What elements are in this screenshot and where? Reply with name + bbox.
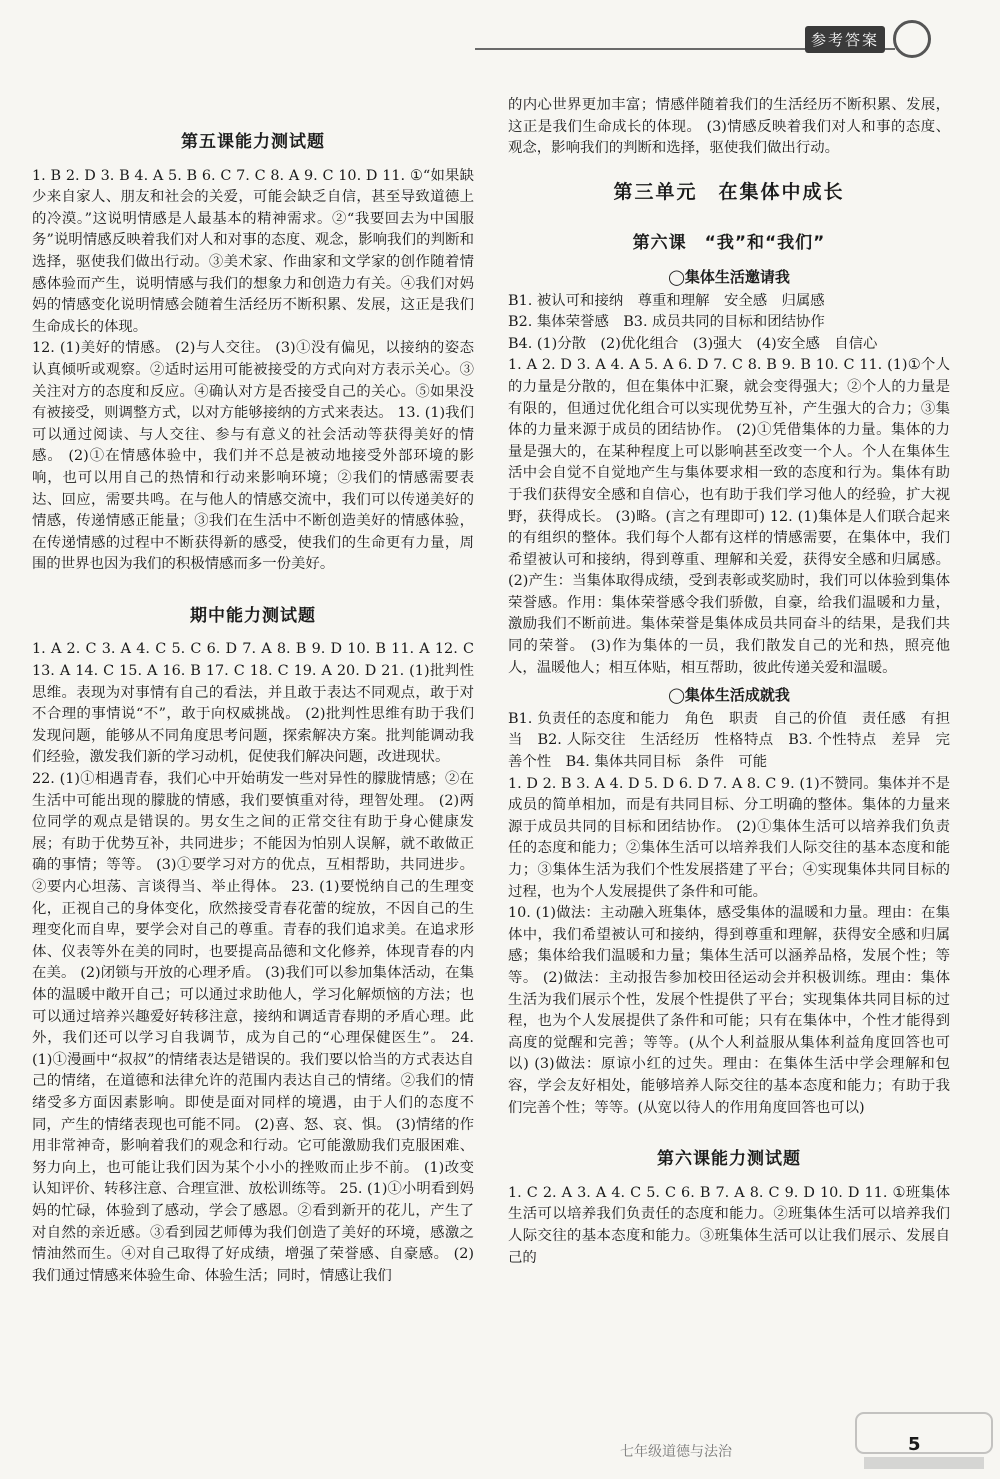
answer-paragraph: 10. (1)做法：主动融入班集体，感受集体的温暖和力量。理由：在集体中，我们希望被认可和接纳，得到尊重和理解，获得安全感和归属感；集体给我们温暖和力量；集体生活可以涵养品格，发展个性；等等。 (2)做法：主动报告参加校田径运动会并积极训练。理由：集体生活为我们展示个性，发展个性提供了平台；实现集体共同目标的过程，也为个人发展提供了条件和可能；只有在集体中，个性才能得到高度的觉醒和完善；等等。(从个人利益服从集体利益角度回答也可以) (3)做法：原谅小红的过失。理由：在集体生活中学会理解和包容，学会友好相处，能够培养人际交往的基本态度和能力；有助于我们完善个性；等等。(从宽以待人的作用角度回答也可以)	[508, 905, 950, 1116]
section-heading: ◯集体生活成就我	[668, 686, 790, 705]
section-heading: 第三单元 在集体中成长	[613, 180, 845, 203]
section-heading: 第六课能力测试题	[657, 1149, 801, 1170]
section-heading: 第五课能力测试题	[181, 132, 325, 152]
answer-paragraph: 1. A 2. C 3. A 4. C 5. C 6. D 7. A 8. B 9. D 10. B 11. A 12. C 13. A 14. C 15. A 16. B 17. C 18. C 19. A 20. D 21. (1)批判性思维。表现为对事情有自己的看法，并且敢于表达不同观点，敢于对不合理的事情说“不”，敢于向权威挑战。 (2)批判性思维有助于我们发现问题，能够从不同角度思考问题，探索解决方案。批判能调动我们经验，激发我们新的学习动机，促使我们解决问题，改进现状。	[32, 641, 474, 766]
answer-paragraph: B2. 集体荣誉感 B3. 成员共同的目标和团结协作	[508, 314, 825, 331]
answer-paragraph: 1. C 2. A 3. A 4. C 5. C 6. B 7. A 8. C 9. D 10. D 11. ①班集体生活可以培养我们负责任的态度和能力。②班集体生活可以培养我们人际交往的基本态度和能力。③班集体生活可以让我们展示、发展自己的	[508, 1184, 950, 1266]
section-heading: 期中能力测试题	[190, 605, 316, 626]
answer-paragraph: B1. 负责任的态度和能力 角色 职责 自己的价值 责任感 有担当 B2. 人际交往 生活经历 性格特点 B3. 个性特点 差异 完善个性 B4. 集体共同目标 条件 可能	[508, 710, 950, 771]
answer-paragraph: B4. (1)分散 (2)优化组合 (3)强大 (4)安全感 自信心	[508, 335, 878, 352]
page-number: 5	[908, 1434, 921, 1455]
decorative-ring-icon	[893, 20, 931, 58]
answer-paragraph: 的内心世界更加丰富；情感伴随着我们的生活经历不断积累、发展，这正是我们生命成长的体现。 (3)情感反映着我们对人和事的态度、观念，影响我们的判断和选择，驱使我们做出行动。	[508, 97, 950, 157]
answer-paragraph: 22. (1)①相遇青春，我们心中开始萌发一些对异性的朦胧情感；②在生活中可能出现的朦胧的情感，我们要慎重对待，理智处理。 (2)两位同学的观点是错误的。男女生之间的正常交往有助于身心健康发展；有助于优势互补，共同进步；不能因为怕别人误解，就不敢做正确的事情；等等。 (3)①要学习对方的优点，互相帮助，共同进步。②要内心坦荡、言谈得当、举止得体。 23. (1)要悦纳自己的生理变化，正视自己的身体变化，欣然接受青春花蕾的绽放，不因自己的生理变化而自卑，要学会对自己的尊重。青春的我们追求美。在追求形体、仪表等外在美的同时，也要提高品德和文化修养，体现青春的内在美。 (2)闭锁与开放的心理矛盾。 (3)我们可以参加集体活动，在集体的温暖中敞开自己；可以通过求助他人，学习化解烦恼的方法；也可以通过培养兴趣爱好转移注意，接纳和调适青春期的矛盾心理。此外，我们还可以学习自我调节，成为自己的“心理保健医生”。 24. (1)①漫画中“叔叔”的情绪表达是错误的。我们要以恰当的方式表达自己的情绪，在道德和法律允许的范围内表达自己的情绪。②我们的情绪受多方面因素影响。即使是面对同样的境遇，由于人们的态度不同，产生的情绪表现也可能不同。 (2)喜、怒、哀、惧。 (3)情绪的作用非常神奇，影响着我们的观念和行动。它可能激励我们克服困难、努力向上，也可能让我们因为某个小小的挫败而止步不前。 (1)改变认知评价、转移注意、合理宣泄、放松训练等。 25. (1)①小明看到妈妈的忙碌，体验到了感动，学会了感恩。②看到新开的花儿，产生了对自然的亲近感。③看到园艺师傅为我们创造了美好的环境，感激之情油然而生。④对自己取得了好成绩，增强了荣誉感、自豪感。 (2)我们通过情感来体验生命、体验生活；同时，情感让我们	[32, 771, 474, 1284]
left-column	[32, 80, 474, 1287]
footer-book-title: 七年级道德与法治	[620, 1444, 732, 1460]
answer-paragraph: 1. B 2. D 3. B 4. A 5. B 6. C 7. C 8. A 9. C 10. D 11. ①“如果缺少来自家人、朋友和社会的关爱，可能会缺乏自信，甚至导致道德上的冷漠。”这说明情感是人最基本的精神需求。②“我要回去为中国服务”说明情感反映着我们对人和对事的态度、观念，影响我们的判断和选择，驱使我们做出行动。③美术家、作曲家和文学家的创作随着情感体验而产生，说明情感与我们的想象力和创造力有关。④我们对妈妈的情感变化说明情感会随着生活经历不断积累、发展，这正是我们生命成长的体现。	[32, 167, 474, 335]
answer-paragraph: 1. D 2. B 3. A 4. D 5. D 6. D 7. A 8. C 9. (1)不赞同。集体并不是成员的简单相加，而是有共同目标、分工明确的整体。集体的力量来源于成员共同的目标和团结协作。 (2)①集体生活可以培养我们负责任的态度和能力；②集体生活可以培养我们人际交往的基本态度和能力；③集体生活为我们个性发展搭建了平台；④实现集体共同目标的过程，也为个人发展提供了条件和可能。	[508, 775, 950, 900]
answer-paragraph: B1. 被认可和接纳 尊重和理解 安全感 归属感	[508, 292, 825, 309]
header-badge	[805, 24, 931, 54]
section-heading: 第六课 “我”和“我们”	[632, 233, 826, 254]
section-heading: ◯集体生活邀请我	[668, 267, 790, 286]
watermark-logo-icon	[854, 1411, 994, 1473]
right-column	[508, 95, 950, 1269]
answer-paragraph: 1. A 2. D 3. A 4. A 5. A 6. D 7. C 8. B 9. B 10. C 11. (1)①个人的力量是分散的，但在集体中汇聚，就会变得强大；②个人的力量是有限的，但通过优化组合可以实现优势互补，产生强大的合力；③集体的力量来源于成员的团结协作。 (2)①凭借集体的力量。集体的力量是强大的，在某种程度上可以影响甚至改变一个人。个人在集体生活中会自觉不自觉地产生与集体要求相一致的态度和行为。集体有助于我们获得安全感和自信心，也有助于我们学习他人的经验，扩大视野，获得成长。 (3)略。(言之有理即可) 12. (1)集体是人们联合起来的有组织的整体。我们每个人都有这样的情感需要，在集体中，我们希望被认可和接纳，得到尊重、理解和关爱，获得安全感和归属感。 (2)产生：当集体取得成绩，受到表彰或奖励时，我们可以体验到集体荣誉感。作用：集体荣誉感令我们骄傲，自豪，给我们温暖和力量，激励我们不断前进。集体荣誉是集体成员共同奋斗的结果，是我们共同的荣誉。 (3)作为集体的一员，我们散发自己的光和热，照亮他人，温暖他人；相互体贴，相互帮助，彼此传递关爱和温暖。	[508, 357, 950, 676]
answer-paragraph: 12. (1)美好的情感。 (2)与人交往。 (3)①没有偏见，以接纳的姿态认真倾听或观察。②适时运用可能被接受的方式向对方表示关心。③关注对方的态度和反应。④确认对方是否接受自己的关心。⑤如果没有被接受，则调整方式，以对方能够接纳的方式来表达。 13. (1)我们可以通过阅读、与人交往、参与有意义的社会活动等获得美好的情感。 (2)①在情感体验中，我们并不总是被动地接受外部环境的影响，也可以用自己的热情和行动来影响环境；②我们的情感需要表达、回应，需要共鸣。在与他人的情感交流中，我们可以传递美好的情感，传递情感正能量；③我们在生活中不断创造美好的情感体验，在传递情感的过程中不断获得新的感受，使我们的生命更有力量，周围的世界也因为我们的积极情感而多一份美好。	[32, 340, 474, 573]
answer-key-tag: 参考答案	[805, 26, 885, 53]
